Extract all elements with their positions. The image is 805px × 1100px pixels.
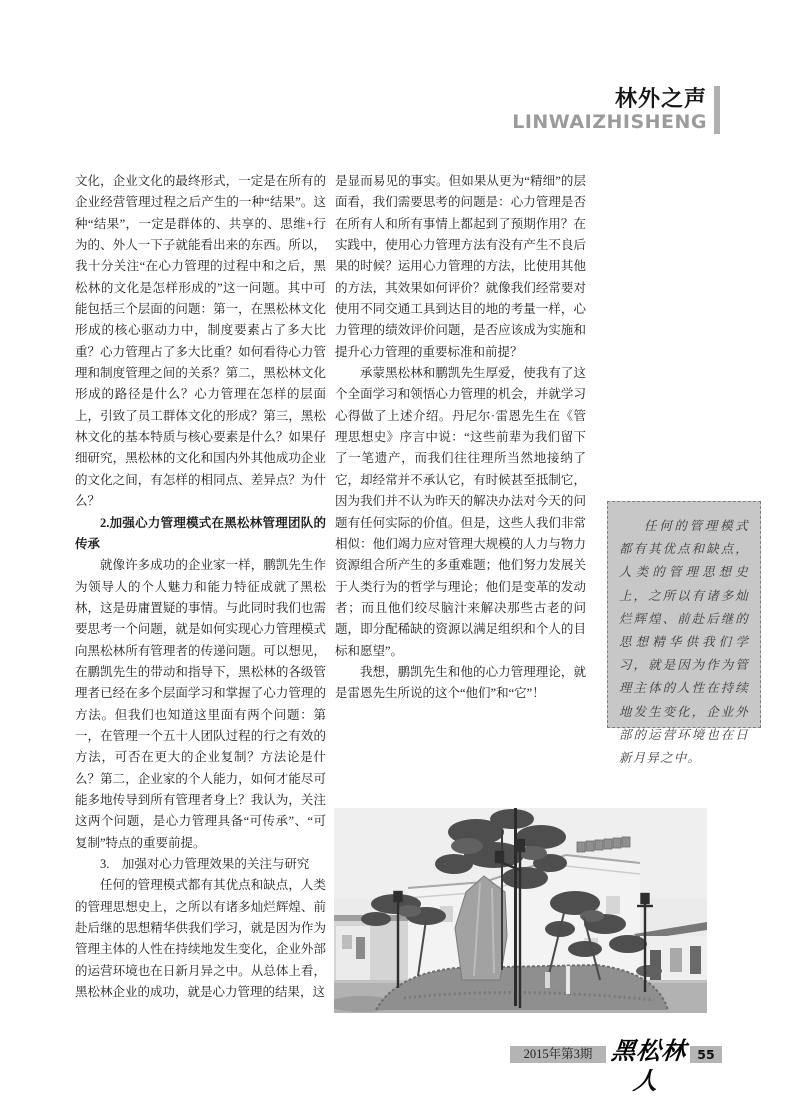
subheading-2: 2.加强心力管理模式在黑松林管理团队的传承 [75,515,326,551]
pull-quote-box [607,501,761,766]
left-column [75,171,326,1003]
paragraph-inheritance: 就像许多成功的企业家一样，鹏凯先生作为领导人的个人魅力和能力特征成就了黑松林，这是毋庸置疑的事情。与此同时我们也需要思考一个问题，就是如何实现心力管理模式向黑松林所有管理者的传递问题。可以想见，在鹏凯先生的带动和指导下，黑松林的各级管理者已经在多个层面学习和掌握了心力管理的方法。但我们也知道这里面有两个问题：第一，在管理一个五十人团队过程的行之有效的方法，可否在更大的企业复制？方法论是什么？第二，企业家的个人能力，如何才能尽可能多地传导到所有管理者身上？我认为，关注这两个问题，是心力管理具备“可传承”、“可复制”特点的重要前提。 [75,558,326,850]
campus-photo [334,808,707,1013]
paragraph-effect-research: 任何的管理模式都有其优点和缺点，人类的管理思想史上，之所以有诸多灿烂辉煌、前赴后继的思想精华供我们学习，就是因为作为管理主体的人性在持续地发生变化，企业外部的运营环境也在日新月异之中。从总体上看，黑松林企业的成功，就是心力管理的结果，这 [75,878,326,1000]
footer-magazine-logo: 黑松林人 [610,1036,689,1095]
paragraph-evaluation: 是显而易见的事实。但如果从更为“精细”的层面看，我们需要思考的问题是：心力管理是否在所有人和所有事情上都起到了预期作用？在实践中，使用心力管理方法有没有产生不良后果的时候？运用心力管理的方法，比使用其他的方法，其效果如何评价？就像我们经常要对使用不同交通工具到达目的地的考量一样，心力管理的绩效评价问题，是否应该成为实施和提升心力管理的重要标准和前提？ [335,174,586,359]
paragraph-wren-quote: 承蒙黑松林和鹏凯先生厚爱，使我有了这个全面学习和领悟心力管理的机会，并就学习心得做了上述介绍。丹尼尔·雷恩先生在《管理思想史》序言中说：“这些前辈为我们留下了一笔遗产，而我们往往理所当然地接纳了它，却经常并不承认它，有时候甚至抵制它，因为我们并不认为昨天的解决办法对今天的问题有任何实际的价值。但是，这些人我们非常相似：他们竭力应对管理大规模的人力与物力资源组合所产生的多重难题；他们努力发展关于人类行为的哲学与理论；他们是变革的发动者；而且他们绞尽脑汁来解决那些古老的问题，即分配稀缺的资源以满足组织和个人的目标和愿望”。 [335,366,586,658]
campus-photo-illustration [334,808,707,1013]
footer-page-number: 55 [690,1046,722,1063]
paragraph-conclusion: 我想，鹏凯先生和他的心力管理理论，就是雷恩先生所说的这个“他们”和“它”！ [335,664,586,701]
subheading-3: 3. 加强对心力管理效果的关注与研究 [100,857,310,871]
footer-issue-label: 2015年第3期 [510,1046,606,1063]
paragraph-culture-result: 文化，企业文化的最终形式，一定是在所有的企业经营管理过程之后产生的一种“结果”。这种“结果”，一定是群体的、共享的、思维+行为的、外人一下子就能看出来的东西。所以，我十分关注“在心力管理的过程中和之后，黑松林的文化是怎样形成的”这一问题。其中可能包括三个层面的问题：第一，在黑松林文化形成的核心驱动力中，制度要素占了多大比重？心力管理占了多大比重？如何看待心力管理和制度管理之间的关系？第二，黑松林文化形成的路径是什么？心力管理在怎样的层面上，引致了员工群体文化的形成？第三，黑松林文化的基本特质与核心要素是什么？如果仔细研究，黑松林的文化和国内外其他成功企业的文化之间，有怎样的相同点、差异点？为什么？ [75,174,326,509]
section-title-pinyin: LINWAIZHISHENG [512,111,707,133]
right-column [335,171,586,705]
masthead-divider-bar [714,86,720,134]
section-title-chinese: 林外之声 [614,87,707,112]
pull-quote-text: 任何的管理模式都有其优点和缺点，人类的管理思想史上，之所以有诸多灿烂辉煌、前赴后继的思想精华供我们学习，就是因为作为管理主体的人性在持续地发生变化，企业外部的运营环境也在日新月异之中。 [619,519,749,766]
